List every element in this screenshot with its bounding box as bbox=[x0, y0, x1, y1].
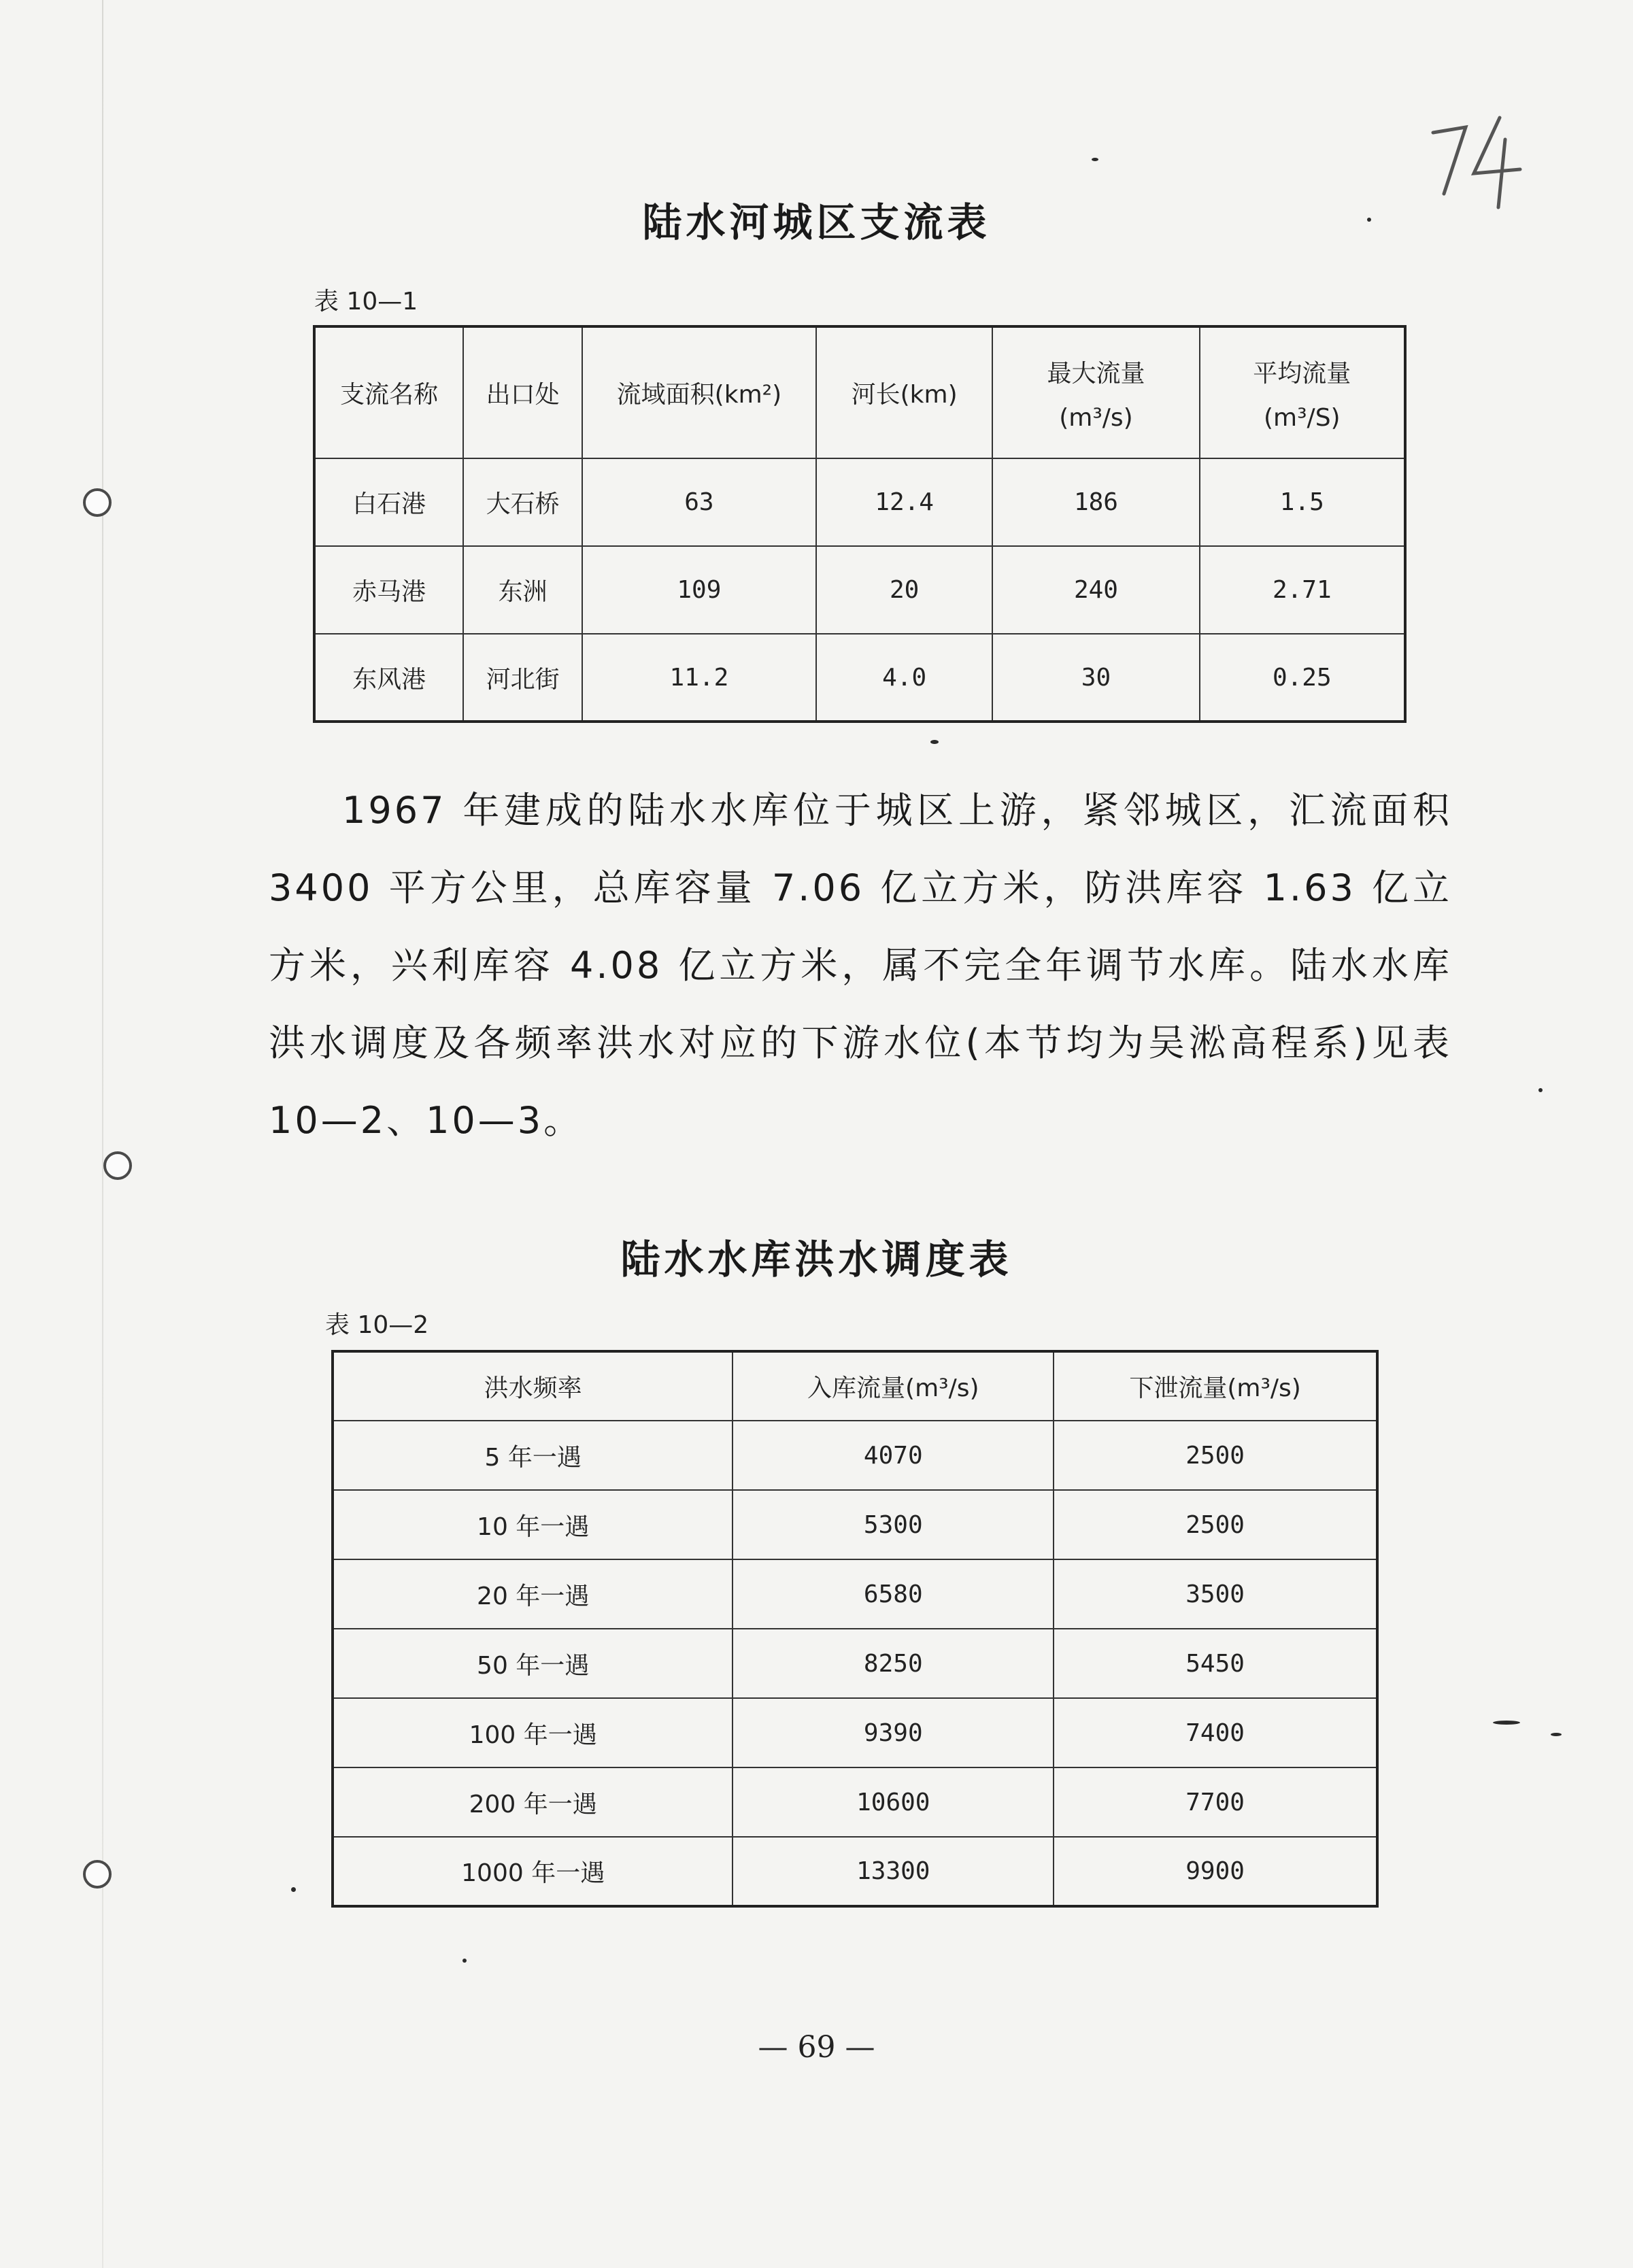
header-max-flow-line1: 最大流量 bbox=[1047, 359, 1145, 388]
table1-label: 表 10—1 bbox=[314, 288, 418, 316]
table-row bbox=[333, 1837, 1377, 1906]
cell-inflow: 10600 bbox=[733, 1767, 1054, 1837]
header-inflow: 入库流量(m³/s) bbox=[733, 1351, 1054, 1421]
cell-max: 30 bbox=[992, 634, 1199, 722]
header-discharge: 下泄流量(m³/s) bbox=[1054, 1351, 1377, 1421]
table-row bbox=[314, 546, 1405, 634]
cell-length: 20 bbox=[816, 546, 992, 634]
cell-frequency: 100 年一遇 bbox=[333, 1698, 733, 1767]
table-row bbox=[333, 1490, 1377, 1559]
cell-discharge: 7400 bbox=[1054, 1698, 1377, 1767]
table-row bbox=[314, 458, 1405, 546]
cell-name: 赤马港 bbox=[314, 546, 463, 634]
header-frequency: 洪水频率 bbox=[333, 1351, 733, 1421]
table-header-row bbox=[333, 1351, 1377, 1421]
cell-discharge: 3500 bbox=[1054, 1559, 1377, 1629]
cell-inflow: 5300 bbox=[733, 1490, 1054, 1559]
scan-speck bbox=[462, 1959, 467, 1963]
table-row bbox=[333, 1698, 1377, 1767]
cell-outlet: 大石桥 bbox=[463, 458, 582, 546]
scan-speck bbox=[930, 740, 939, 744]
scan-speck bbox=[1367, 218, 1371, 222]
cell-inflow: 9390 bbox=[733, 1698, 1054, 1767]
cell-discharge: 7700 bbox=[1054, 1767, 1377, 1837]
scan-speck bbox=[1551, 1733, 1562, 1736]
cell-frequency: 5 年一遇 bbox=[333, 1421, 733, 1490]
table1-title: 陆水河城区支流表 bbox=[642, 199, 991, 246]
header-avg-flow-line2: (m³/S) bbox=[1264, 403, 1341, 432]
cell-frequency: 50 年一遇 bbox=[333, 1629, 733, 1698]
table-row bbox=[314, 634, 1405, 722]
table-row bbox=[333, 1767, 1377, 1837]
table-header-row bbox=[314, 326, 1405, 458]
cell-frequency: 20 年一遇 bbox=[333, 1559, 733, 1629]
header-max-flow bbox=[992, 326, 1199, 458]
cell-outlet: 东洲 bbox=[463, 546, 582, 634]
flood-dispatch-table bbox=[331, 1350, 1379, 1908]
binder-hole bbox=[83, 1860, 112, 1889]
cell-length: 12.4 bbox=[816, 458, 992, 546]
header-length: 河长(km) bbox=[816, 326, 992, 458]
cell-outlet: 河北街 bbox=[463, 634, 582, 722]
table2-label: 表 10—2 bbox=[325, 1311, 429, 1339]
cell-discharge: 5450 bbox=[1054, 1629, 1377, 1698]
cell-inflow: 8250 bbox=[733, 1629, 1054, 1698]
cell-area: 63 bbox=[582, 458, 816, 546]
cell-discharge: 2500 bbox=[1054, 1421, 1377, 1490]
scan-speck bbox=[291, 1887, 296, 1892]
binder-hole bbox=[83, 488, 112, 517]
table-row bbox=[333, 1629, 1377, 1698]
header-max-flow-line2: (m³/s) bbox=[1059, 403, 1133, 432]
header-area: 流域面积(km²) bbox=[582, 326, 816, 458]
cell-frequency: 1000 年一遇 bbox=[333, 1837, 733, 1906]
cell-inflow: 13300 bbox=[733, 1837, 1054, 1906]
page-number: — 69 — bbox=[758, 2030, 875, 2065]
scan-speck bbox=[1493, 1721, 1520, 1725]
cell-frequency: 10 年一遇 bbox=[333, 1490, 733, 1559]
cell-avg: 0.25 bbox=[1200, 634, 1405, 722]
scan-speck bbox=[1538, 1088, 1543, 1092]
table-row bbox=[333, 1559, 1377, 1629]
cell-avg: 2.71 bbox=[1200, 546, 1405, 634]
cell-inflow: 4070 bbox=[733, 1421, 1054, 1490]
cell-name: 东风港 bbox=[314, 634, 463, 722]
cell-avg: 1.5 bbox=[1200, 458, 1405, 546]
header-outlet: 出口处 bbox=[463, 326, 582, 458]
cell-discharge: 2500 bbox=[1054, 1490, 1377, 1559]
header-avg-flow bbox=[1200, 326, 1405, 458]
cell-frequency: 200 年一遇 bbox=[333, 1767, 733, 1837]
body-paragraph: 1967 年建成的陆水水库位于城区上游，紧邻城区，汇流面积 3400 平方公里，总库容量 7.06 亿立方米，防洪库容 1.63 亿立方米，兴利库容 4.08 亿立方米，属不完全年调节水库。陆水水库洪水调度及各频率洪水对应的下游水位(本节均为吴淞高程系)见表 10—2、10—3。 bbox=[269, 789, 1452, 1142]
table2-title: 陆水水库洪水调度表 bbox=[620, 1236, 1013, 1283]
cell-discharge: 9900 bbox=[1054, 1837, 1377, 1906]
cell-max: 240 bbox=[992, 546, 1199, 634]
cell-name: 白石港 bbox=[314, 458, 463, 546]
cell-area: 109 bbox=[582, 546, 816, 634]
table-row bbox=[333, 1421, 1377, 1490]
cell-inflow: 6580 bbox=[733, 1559, 1054, 1629]
margin-line bbox=[102, 0, 103, 2268]
cell-max: 186 bbox=[992, 458, 1199, 546]
header-name: 支流名称 bbox=[314, 326, 463, 458]
cell-area: 11.2 bbox=[582, 634, 816, 722]
tributary-table bbox=[313, 325, 1407, 723]
cell-length: 4.0 bbox=[816, 634, 992, 722]
scan-speck bbox=[1092, 158, 1098, 161]
binder-hole bbox=[103, 1151, 132, 1180]
header-avg-flow-line1: 平均流量 bbox=[1253, 359, 1351, 388]
